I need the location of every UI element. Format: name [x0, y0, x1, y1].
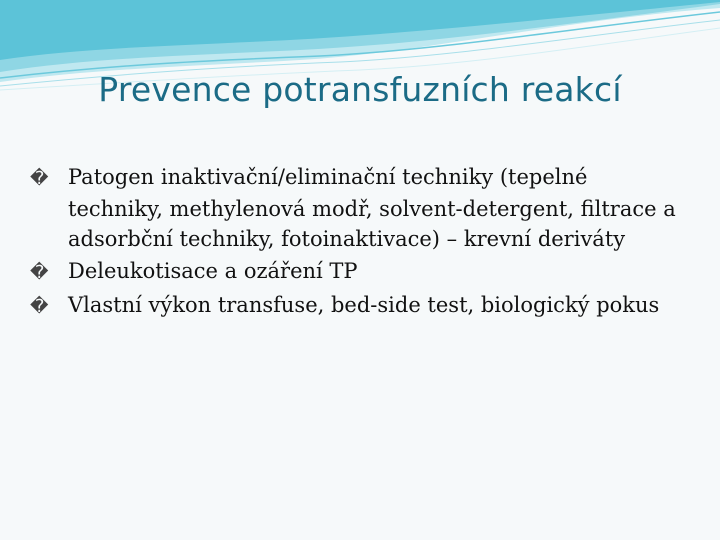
slide-title: Prevence potransfuzních reakcí	[98, 70, 622, 109]
list-item	[30, 256, 680, 288]
list-item	[30, 290, 680, 322]
list-item	[30, 162, 680, 254]
list-item-text: Deleukotisace a ozáření TP	[68, 259, 358, 283]
list-item-text: Patogen inaktivační/eliminační techniky (tepelné techniky, methylenová modř, solvent-detergent, filtrace a adsorbční techniky, fotoinaktivace) – krevní deriváty	[68, 165, 676, 251]
bullet-icon: �	[30, 262, 49, 283]
bullet-icon: �	[30, 296, 49, 317]
bullet-list	[30, 162, 680, 324]
bullet-icon: �	[30, 168, 49, 189]
list-item-text: Vlastní výkon transfuse, bed-side test, biologický pokus	[68, 293, 660, 317]
